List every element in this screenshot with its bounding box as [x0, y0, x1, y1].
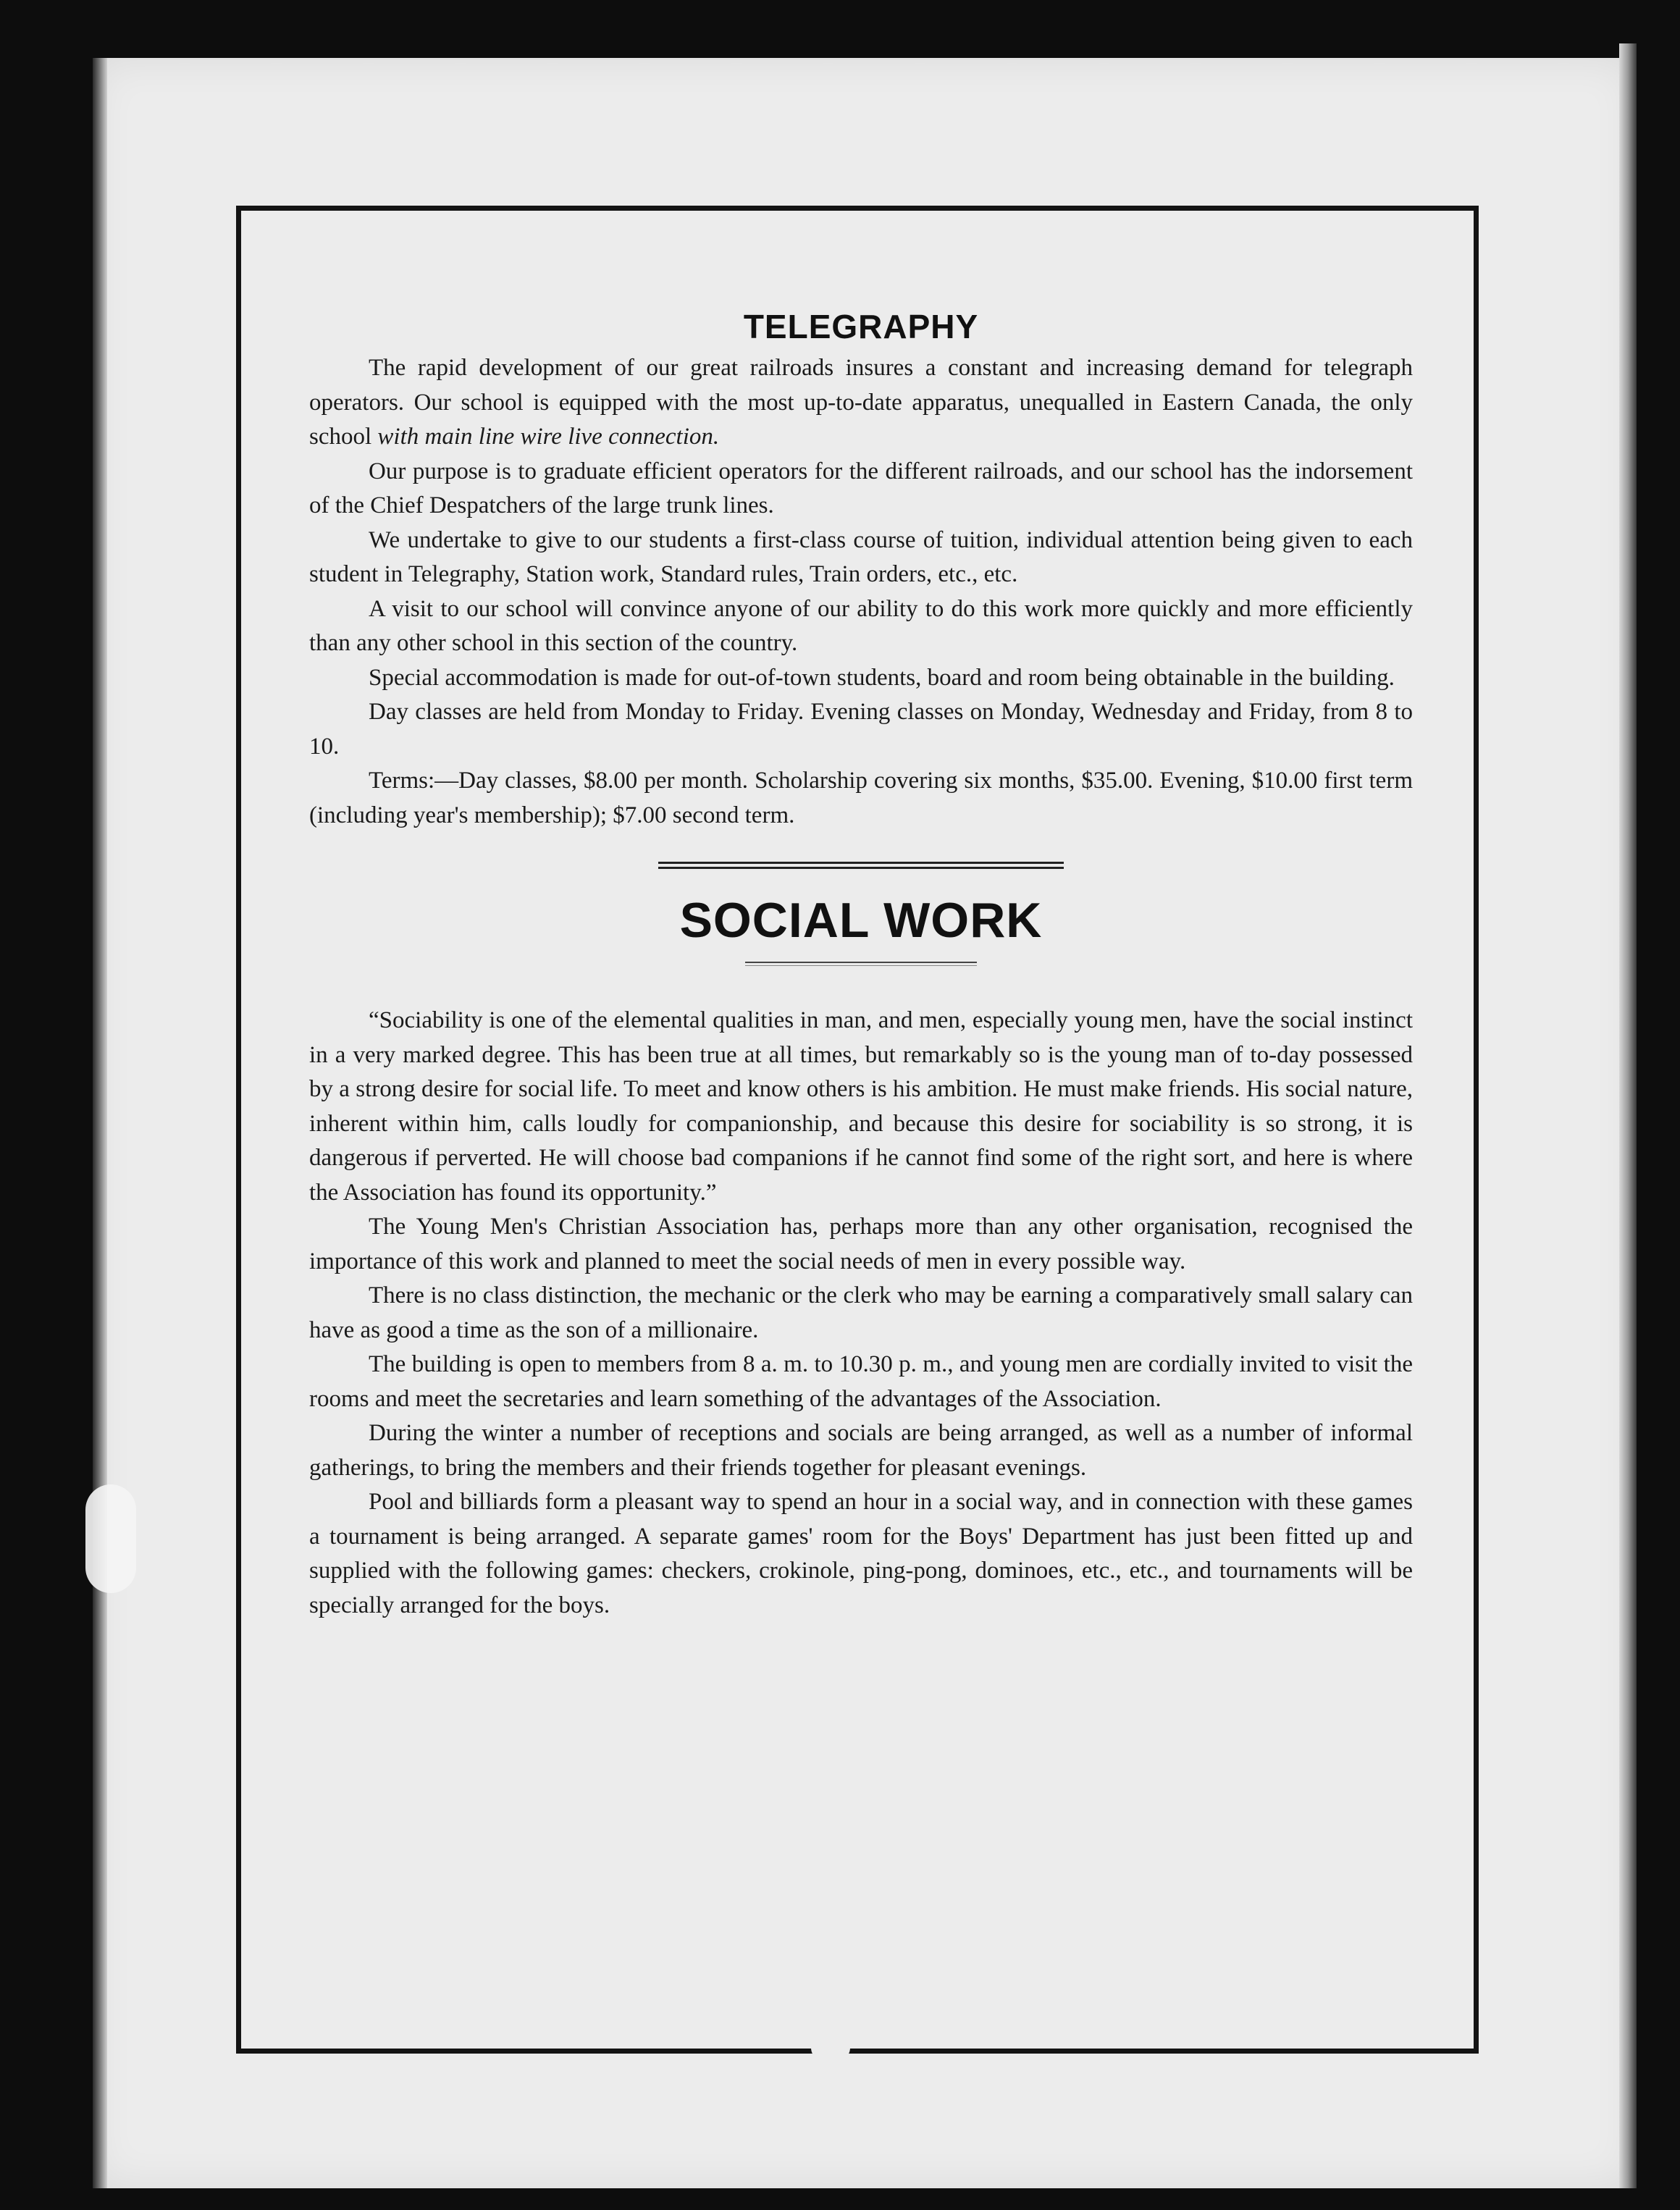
- telegraphy-paragraph-5: Special accommodation is made for out-of-town students, board and room being obtainable in the building.: [369, 664, 1395, 691]
- telegraphy-paragraph-1: [309, 351, 1413, 455]
- telegraphy-paragraph-terms: Terms:—Day classes, $8.00 per month. Scholarship covering six months, $35.00. Evening, $10.00 first term (including year's membership); $7.00 second term.: [309, 768, 1413, 828]
- social-work-heading: SOCIAL WORK: [679, 893, 1043, 948]
- social-work-paragraph-5: During the winter a number of receptions and socials are being arranged, as well as a number of informal gatherings, to bring the members and their friends together for pleasant evenings.: [309, 1420, 1413, 1481]
- section-divider: [658, 862, 1064, 869]
- telegraphy-heading: TELEGRAPHY: [743, 308, 979, 345]
- telegraphy-paragraph-4: A visit to our school will convince anyone of our ability to do this work more quickly and more efficiently than any other school in this section of the country.: [309, 595, 1413, 656]
- page-spine-shadow: [93, 58, 107, 2188]
- telegraphy-paragraph-6: Day classes are held from Monday to Friday. Evening classes on Monday, Wednesday and Friday, from 8 to 10.: [309, 699, 1413, 760]
- social-work-paragraph-3: There is no class distinction, the mechanic or the clerk who may be earning a comparatively small salary can have as good a time as the son of a millionaire.: [309, 1282, 1413, 1343]
- telegraphy-paragraph-3: We undertake to give to our students a first-class course of tuition, individual attention being given to each student in Telegraphy, Station work, Standard rules, Train orders, etc., etc.: [309, 526, 1413, 587]
- page-right-edge: [1619, 43, 1637, 2188]
- social-work-paragraph-1: “Sociability is one of the elemental qualities in man, and men, especially young men, have the social instinct in a very marked degree. This has been true at all times, but remarkably so is the young man of to-day possessed by a strong desire for social life. To meet and know others is his ambition. He must make friends. His social nature, inherent within him, calls loudly for companionship, and because this desire for sociability is so strong, it is dangerous if perverted. He will choose bad companions if he cannot find some of the right sort, and here is where the Association has found its opportunity.”: [309, 1007, 1413, 1206]
- social-work-paragraph-2: The Young Men's Christian Association has, perhaps more than any other organisation, recognised the importance of this work and planned to meet the social needs of men in every possible way.: [309, 1214, 1413, 1274]
- telegraphy-paragraph-1-emphasis: with main line wire live connection.: [377, 424, 720, 450]
- frame-gap-blot: [811, 2032, 850, 2064]
- telegraphy-section: [309, 305, 1413, 833]
- social-work-section: [309, 889, 1413, 1623]
- heading-underline: [745, 962, 977, 966]
- telegraphy-paragraph-1-text: The rapid development of our great railroads insures a constant and increasing demand for telegraph operators. Our school is equipped with the most up-to-date apparatus, unequalled in Eastern Canada, the only school: [309, 355, 1413, 450]
- social-work-paragraph-6: Pool and billiards form a pleasant way to spend an hour in a social way, and in connection with these games a tournament is being arranged. A separate games' room for the Boys' Department has just been fitted up and supplied with the following games: checkers, crokinole, ping-pong, dominoes, etc., etc., and tournaments will be specially arranged for the boys.: [309, 1489, 1413, 1618]
- social-work-paragraph-4: The building is open to members from 8 a. m. to 10.30 p. m., and young men are cordially invited to visit the rooms and meet the secretaries and learn something of the advantages of the Association.: [309, 1351, 1413, 1412]
- telegraphy-paragraph-2: Our purpose is to graduate efficient operators for the different railroads, and our school has the indorsement of the Chief Despatchers of the large trunk lines.: [309, 458, 1413, 518]
- content-frame: [236, 206, 1479, 2054]
- page-punch-hole: [85, 1484, 136, 1593]
- content-body: [309, 305, 1413, 1623]
